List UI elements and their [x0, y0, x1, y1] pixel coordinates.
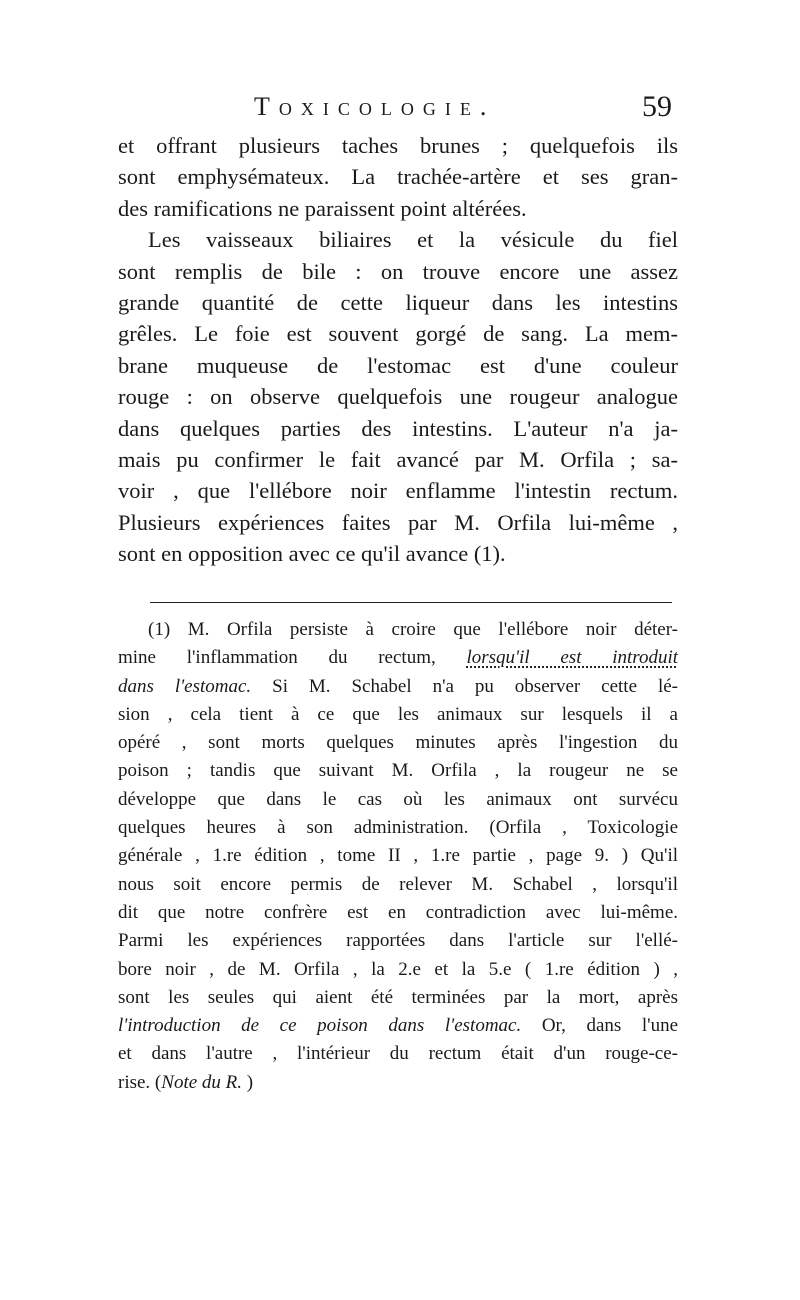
footnote-line: sont les seules qui aient été terminées par la mort, après — [118, 986, 678, 1008]
footnote-line: quelques heures à son administration. (Orfila , Toxicologie — [118, 817, 678, 839]
footnote-line: dit que notre confrère est en contradiction avec lui-même. — [118, 901, 678, 923]
footnote-line: poison ; tandis que suivant M. Orfila , la rougeur ne se — [118, 760, 678, 782]
text-line: voir , que l'ellébore noir enflamme l'intestin rectum. — [118, 478, 678, 504]
footnote-line: (1) M. Orfila persiste à croire que l'ellébore noir déter- — [148, 619, 678, 640]
main-text-block — [118, 130, 678, 569]
footnote-line: opéré , sont morts quelques minutes après l'ingestion du — [118, 732, 678, 754]
footnote-line: bore noir , de M. Orfila , la 2.e et la 5.e ( 1.re édition ) , — [118, 958, 678, 980]
footnote-text: Or, dans l'une — [541, 1015, 678, 1037]
footnote-line — [118, 644, 678, 672]
text-line: dans quelques parties des intestins. L'auteur n'a ja- — [118, 415, 678, 441]
footnote-line: développe que dans le cas où les animaux ont survécu — [118, 788, 678, 810]
footnote-line: générale , 1.re édition , tome II , 1.re partie , page 9. ) Qu'il — [118, 845, 678, 867]
footnote-text: mine l'inflammation du rectum, — [118, 647, 436, 669]
footnote-line: nous soit encore permis de relever M. Schabel , lorsqu'il — [118, 873, 678, 895]
text-line: sont emphysémateux. La trachée-artère et ses gran- — [118, 164, 678, 190]
text-line: sont en opposition avec ce qu'il avance (1). — [118, 541, 506, 567]
footnote-line: sion , cela tient à ce que les animaux sur lesquels il a — [118, 703, 678, 725]
footnote-line — [118, 1069, 678, 1097]
text-line: mais pu confirmer le fait avancé par M. Orfila ; sa- — [118, 446, 678, 472]
text-line: sont remplis de bile : on trouve encore une assez — [118, 258, 678, 284]
footnote-line: et dans l'autre , l'intérieur du rectum était d'un rouge-ce- — [118, 1043, 678, 1065]
text-line: Les vaisseaux biliaires et la vésicule du fiel — [148, 227, 678, 253]
text-line: et offrant plusieurs taches brunes ; quelquefois ils — [118, 133, 678, 158]
footnote-line — [118, 1012, 678, 1040]
page-number: 59 — [642, 90, 672, 123]
footnote-italic: l'introduction de ce poison dans l'estomac. — [118, 1015, 522, 1037]
footnote-italic: dans l'estomac. — [118, 675, 252, 697]
footnote-italic: lorsqu'il est introduit — [466, 647, 679, 669]
footnote-italic: Note du R. — [161, 1071, 243, 1093]
text-line: des ramifications ne paraissent point altérées. — [118, 195, 527, 221]
footnote-block — [118, 616, 678, 1097]
footnote-line — [118, 673, 678, 701]
text-line: rouge : on observe quelquefois une rougeur analogue — [118, 384, 678, 410]
footnote-text: rise. ( — [118, 1071, 162, 1093]
text-line: Plusieurs expériences faites par M. Orfila lui-même , — [118, 509, 678, 535]
running-head — [118, 92, 678, 132]
text-line: grêles. Le foie est souvent gorgé de sang. La mem- — [118, 321, 678, 347]
footnote-line: Parmi les expériences rapportées dans l'article sur l'ellé- — [118, 930, 678, 952]
footnote-text: Si M. Schabel n'a pu observer cette lé- — [272, 675, 678, 697]
footnote-text: ) — [246, 1071, 254, 1093]
text-line: brane muqueuse de l'estomac est d'une couleur — [118, 352, 678, 378]
footnote-rule — [150, 602, 672, 603]
running-title: Toxicologie. — [254, 92, 496, 121]
text-line: grande quantité de cette liqueur dans les intestins — [118, 289, 678, 315]
